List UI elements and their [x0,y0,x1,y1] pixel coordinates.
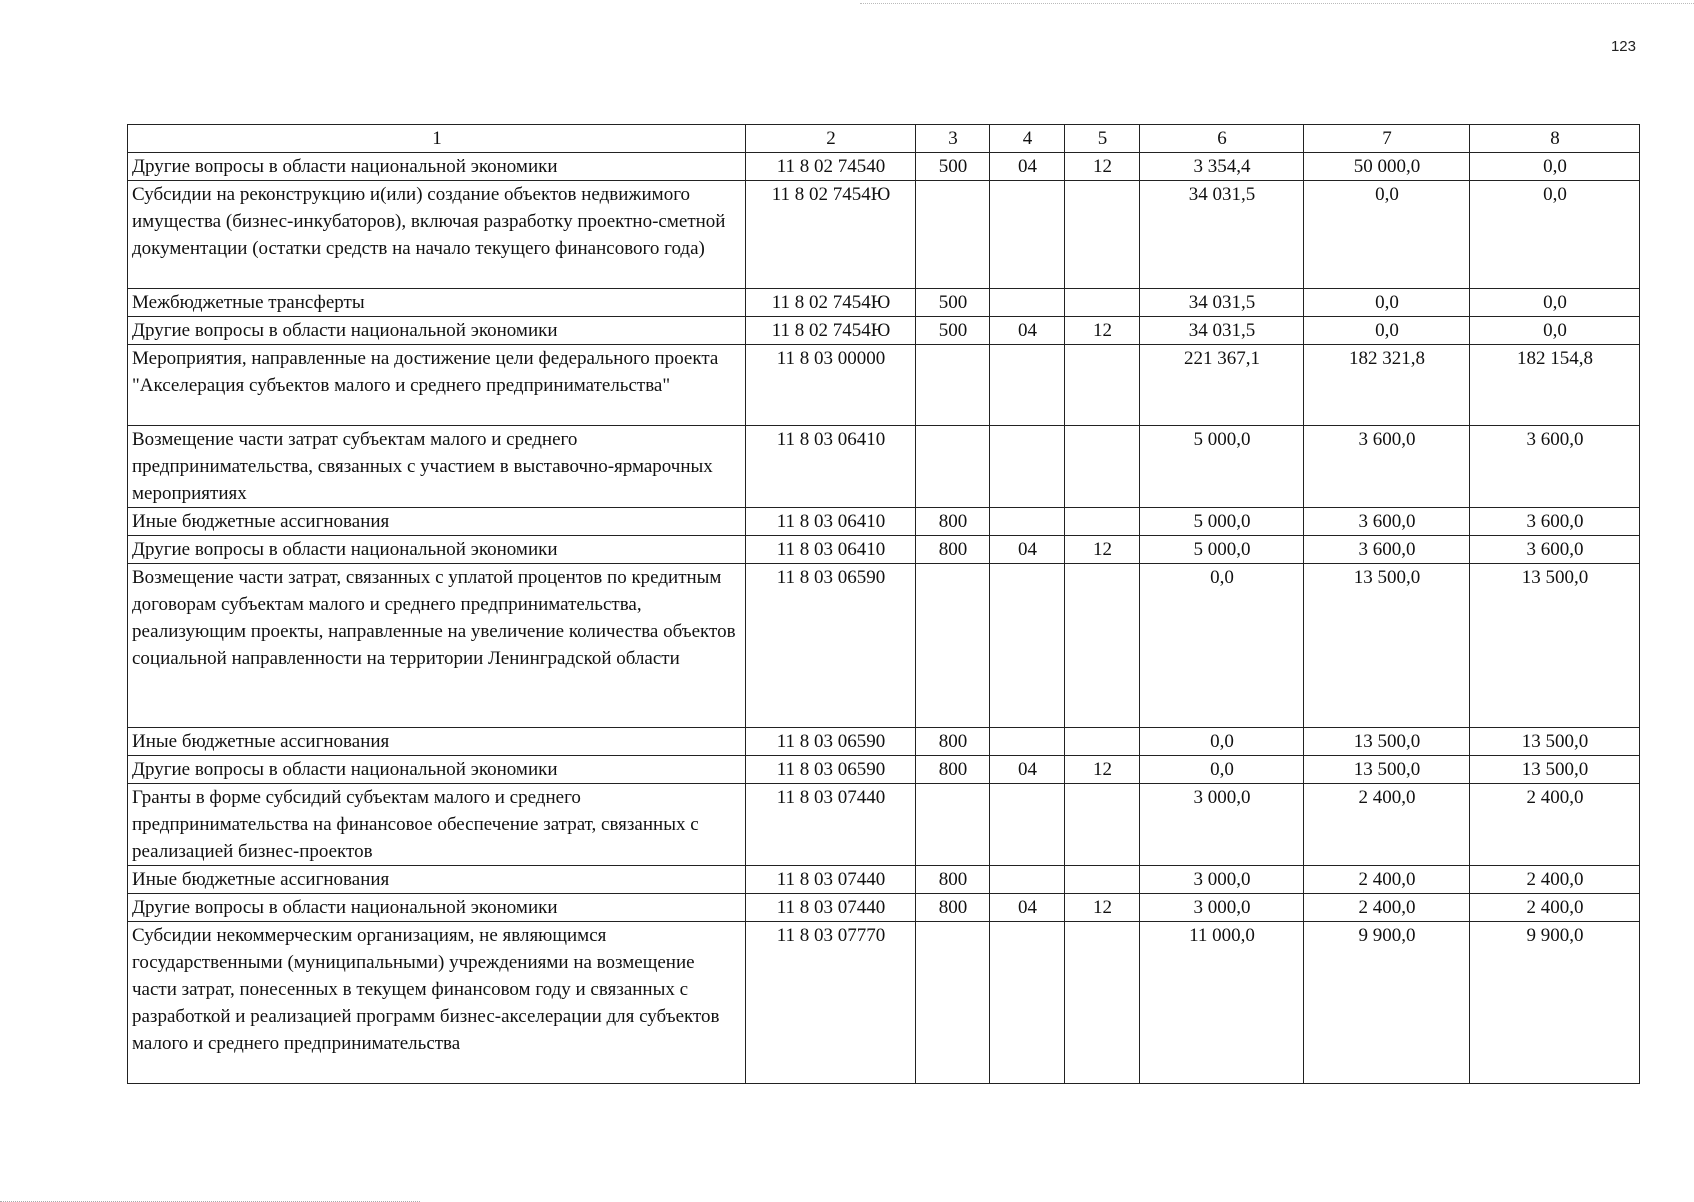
row-rz [990,181,1065,289]
row-col8: 0,0 [1470,317,1640,345]
row-name: Другие вопросы в области национальной экономики [128,317,746,345]
row-vr: 500 [916,317,990,345]
row-code: 11 8 02 7454Ю [746,289,916,317]
row-col6: 3 000,0 [1140,894,1304,922]
header-cell-1: 1 [128,125,746,153]
row-code: 11 8 03 07770 [746,922,916,1084]
budget-table [127,124,1640,1084]
row-name: Иные бюджетные ассигнования [128,728,746,756]
row-code: 11 8 03 07440 [746,894,916,922]
row-col7: 182 321,8 [1304,345,1470,426]
row-name: Гранты в форме субсидий субъектам малого и среднего предпринимательства на финансовое обеспечение затрат, связанных с реализацией бизнес-проектов [128,784,746,866]
table-row [128,181,1640,289]
row-name: Другие вопросы в области национальной экономики [128,756,746,784]
row-col6: 11 000,0 [1140,922,1304,1084]
row-pr [1065,508,1140,536]
row-name: Другие вопросы в области национальной экономики [128,153,746,181]
row-col6: 5 000,0 [1140,536,1304,564]
table-row [128,922,1640,1084]
row-vr [916,922,990,1084]
table-row [128,508,1640,536]
table-row [128,317,1640,345]
row-vr: 500 [916,153,990,181]
row-col8: 13 500,0 [1470,564,1640,728]
row-code: 11 8 03 06590 [746,728,916,756]
row-code: 11 8 03 07440 [746,784,916,866]
row-vr: 800 [916,866,990,894]
row-rz [990,345,1065,426]
header-cell-7: 7 [1304,125,1470,153]
table-row [128,564,1640,728]
row-col8: 0,0 [1470,181,1640,289]
row-col6: 5 000,0 [1140,508,1304,536]
row-pr [1065,728,1140,756]
row-col8: 0,0 [1470,153,1640,181]
header-cell-8: 8 [1470,125,1640,153]
row-name: Иные бюджетные ассигнования [128,508,746,536]
row-pr [1065,345,1140,426]
row-rz: 04 [990,536,1065,564]
row-col7: 0,0 [1304,289,1470,317]
table-row [128,894,1640,922]
row-col6: 3 000,0 [1140,784,1304,866]
row-pr: 12 [1065,153,1140,181]
table-row [128,536,1640,564]
table-header-row [128,125,1640,153]
row-col7: 2 400,0 [1304,866,1470,894]
row-vr [916,345,990,426]
row-pr [1065,784,1140,866]
row-col6: 3 000,0 [1140,866,1304,894]
header-cell-3: 3 [916,125,990,153]
row-rz [990,564,1065,728]
row-col7: 13 500,0 [1304,728,1470,756]
row-pr: 12 [1065,756,1140,784]
table-row [128,866,1640,894]
row-vr [916,564,990,728]
table-row [128,784,1640,866]
row-name: Другие вопросы в области национальной экономики [128,536,746,564]
row-col7: 3 600,0 [1304,536,1470,564]
row-col7: 3 600,0 [1304,508,1470,536]
row-vr: 800 [916,728,990,756]
row-code: 11 8 03 00000 [746,345,916,426]
row-rz [990,426,1065,508]
row-rz [990,866,1065,894]
row-name: Иные бюджетные ассигнования [128,866,746,894]
row-code: 11 8 03 06590 [746,756,916,784]
row-pr [1065,426,1140,508]
row-code: 11 8 03 06410 [746,426,916,508]
table-row [128,426,1640,508]
row-col6: 221 367,1 [1140,345,1304,426]
header-cell-4: 4 [990,125,1065,153]
row-vr: 800 [916,536,990,564]
page-number: 123 [1610,38,1636,55]
row-col8: 3 600,0 [1470,426,1640,508]
row-col6: 0,0 [1140,756,1304,784]
row-rz: 04 [990,756,1065,784]
row-name: Возмещение части затрат, связанных с уплатой процентов по кредитным договорам субъектам малого и среднего предпринимательства, реализующим проекты, направленные на увеличение количества объектов социальной направленности на территории Ленинградской области [128,564,746,728]
row-rz: 04 [990,153,1065,181]
row-pr: 12 [1065,536,1140,564]
row-col7: 2 400,0 [1304,894,1470,922]
row-pr [1065,922,1140,1084]
row-col7: 13 500,0 [1304,756,1470,784]
row-col6: 3 354,4 [1140,153,1304,181]
row-col8: 2 400,0 [1470,784,1640,866]
row-col8: 13 500,0 [1470,728,1640,756]
row-col8: 2 400,0 [1470,894,1640,922]
row-col8: 0,0 [1470,289,1640,317]
header-cell-2: 2 [746,125,916,153]
row-vr: 800 [916,756,990,784]
row-name: Возмещение части затрат субъектам малого и среднего предпринимательства, связанных с участием в выставочно-ярмарочных мероприятиях [128,426,746,508]
row-name: Субсидии некоммерческим организациям, не являющимся государственными (муниципальными) учреждениями на возмещение части затрат, понесенных в текущем финансовом году и связанных с разработкой и реализацией программ бизнес-акселерации для субъектов малого и среднего предпринимательства [128,922,746,1084]
row-col7: 50 000,0 [1304,153,1470,181]
row-name: Другие вопросы в области национальной экономики [128,894,746,922]
row-col7: 0,0 [1304,317,1470,345]
row-code: 11 8 03 06410 [746,536,916,564]
row-col8: 2 400,0 [1470,866,1640,894]
row-code: 11 8 02 7454Ю [746,181,916,289]
table-row [128,728,1640,756]
row-code: 11 8 02 74540 [746,153,916,181]
row-name: Мероприятия, направленные на достижение цели федерального проекта "Акселерация субъектов малого и среднего предпринимательства" [128,345,746,426]
row-name: Субсидии на реконструкцию и(или) создание объектов недвижимого имущества (бизнес-инкубаторов), включая разработку проектно-сметной документации (остатки средств на начало текущего финансового года) [128,181,746,289]
row-rz [990,508,1065,536]
row-col8: 3 600,0 [1470,536,1640,564]
row-pr: 12 [1065,317,1140,345]
row-col7: 13 500,0 [1304,564,1470,728]
table-row [128,289,1640,317]
table-row [128,153,1640,181]
row-code: 11 8 03 06410 [746,508,916,536]
row-col7: 0,0 [1304,181,1470,289]
row-col7: 9 900,0 [1304,922,1470,1084]
row-name: Межбюджетные трансферты [128,289,746,317]
row-col8: 182 154,8 [1470,345,1640,426]
row-col8: 13 500,0 [1470,756,1640,784]
row-rz: 04 [990,894,1065,922]
row-col6: 34 031,5 [1140,317,1304,345]
row-col7: 2 400,0 [1304,784,1470,866]
row-vr [916,426,990,508]
table-row [128,756,1640,784]
row-code: 11 8 02 7454Ю [746,317,916,345]
header-cell-6: 6 [1140,125,1304,153]
row-pr: 12 [1065,894,1140,922]
row-rz [990,728,1065,756]
row-col6: 5 000,0 [1140,426,1304,508]
row-col7: 3 600,0 [1304,426,1470,508]
row-pr [1065,289,1140,317]
row-pr [1065,866,1140,894]
row-code: 11 8 03 06590 [746,564,916,728]
row-rz [990,922,1065,1084]
row-code: 11 8 03 07440 [746,866,916,894]
row-col8: 9 900,0 [1470,922,1640,1084]
scan-artifact-top [860,3,1694,4]
table-row [128,345,1640,426]
header-cell-5: 5 [1065,125,1140,153]
row-col6: 34 031,5 [1140,289,1304,317]
row-pr [1065,181,1140,289]
row-col6: 0,0 [1140,564,1304,728]
row-rz [990,289,1065,317]
row-col6: 34 031,5 [1140,181,1304,289]
row-rz [990,784,1065,866]
row-pr [1065,564,1140,728]
row-vr: 500 [916,289,990,317]
row-vr [916,181,990,289]
row-vr: 800 [916,508,990,536]
row-rz: 04 [990,317,1065,345]
row-vr [916,784,990,866]
row-vr: 800 [916,894,990,922]
row-col8: 3 600,0 [1470,508,1640,536]
row-col6: 0,0 [1140,728,1304,756]
